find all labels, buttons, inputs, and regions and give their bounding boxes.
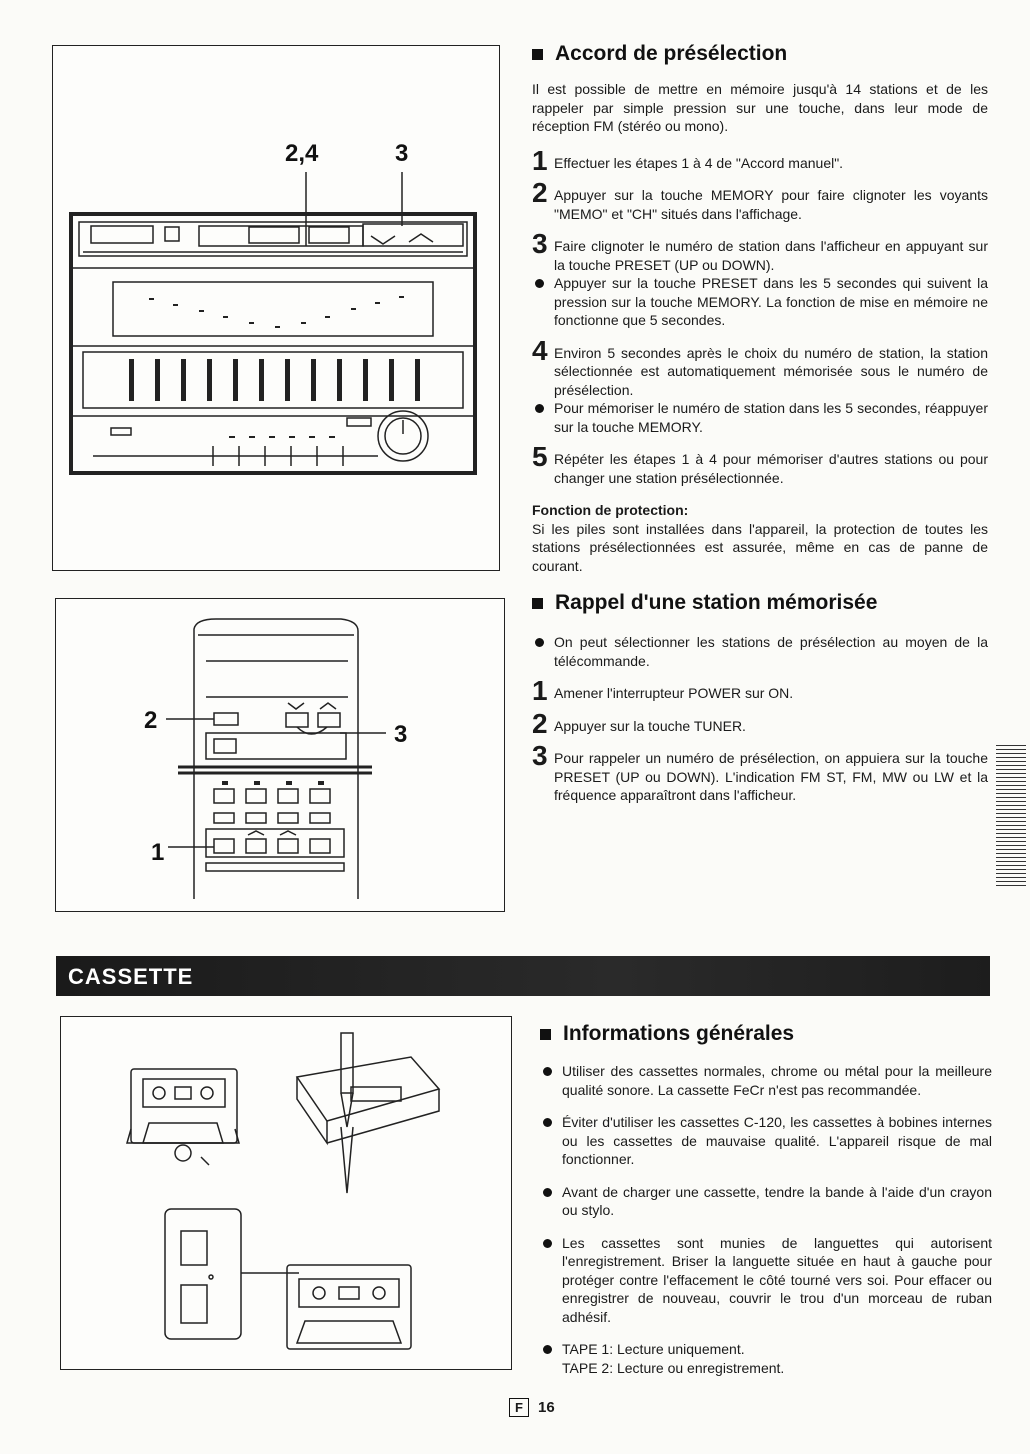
protection-text: Si les piles sont installées dans l'appareil, la protection de toutes les stations présélectionnées est assurée, même en cas de panne de courant.	[532, 520, 988, 574]
rappel-section	[532, 591, 988, 805]
figure-label-2-4: 2,4	[285, 140, 319, 167]
section-square-icon	[532, 598, 543, 609]
accord-step-2: 2 Appuyer sur la touche MEMORY pour faire clignoter les voyants "MEMO" et "CH" situés dans l'affichage.	[532, 177, 988, 222]
rappel-step-1: 1 Amener l'interrupteur POWER sur ON.	[532, 675, 794, 706]
bullet-icon	[543, 1188, 552, 1197]
accord-intro: Il est possible de mettre en mémoire jusqu'à 14 stations et de les rappeler par simple pression sur une touche, dans leur mode de réception FM (stéréo ou mono).	[532, 81, 988, 134]
rappel-note: On peut sélectionner les stations de présélection au moyen de la télécommande.	[532, 633, 988, 670]
accord-step-3: 3 Faire clignoter le numéro de station dans l'afficheur en appuyant sur la touche PRESET (UP ou DOWN).	[532, 228, 988, 273]
amplifier-drawing	[53, 46, 499, 570]
tape-2-line: TAPE 2: Lecture ou enregistrement.	[562, 1359, 785, 1376]
infos-bullet-3: Avant de charger une cassette, tendre la bande à l'aide d'un crayon ou stylo.	[540, 1183, 992, 1220]
bullet-icon	[543, 1118, 552, 1127]
figure-label-3: 3	[395, 140, 409, 167]
bullet-icon	[535, 279, 544, 288]
cassette-drawing	[61, 1017, 511, 1369]
cassette-banner	[56, 956, 990, 996]
bullet-icon	[543, 1239, 552, 1248]
remote-label-2: 2	[144, 707, 158, 734]
protection-title: Fonction de protection:	[532, 502, 689, 518]
tape-1-line: TAPE 1: Lecture uniquement.	[562, 1341, 745, 1357]
page-number-value: 16	[538, 1399, 555, 1416]
accord-title: Accord de présélection	[532, 42, 988, 66]
remote-label-1: 1	[151, 839, 165, 866]
page-number	[509, 1398, 555, 1417]
bullet-icon	[543, 1067, 552, 1076]
bullet-icon	[535, 404, 544, 413]
infos-bullet-1: Utiliser des cassettes normales, chrome ou métal pour la meilleure qualité sonore. La cassette FeCr n'est pas recommandée.	[540, 1062, 992, 1099]
accord-step-4-note: Pour mémoriser le numéro de station dans les 5 secondes, réappuyer sur la touche MEMORY.	[532, 399, 988, 436]
remote-drawing	[56, 599, 504, 911]
page-language-box: F	[509, 1398, 529, 1417]
rappel-step-2: 2 Appuyer sur la touche TUNER.	[532, 707, 746, 739]
cassette-banner-title: CASSETTE	[68, 964, 194, 989]
infos-bullet-4: Les cassettes sont munies de languettes qui autorisent l'enregistrement. Briser la languette située en haut à gauche pour protéger contre l'effacement le côté tourné vers soi. Pour effacer ou enregistrer de nouveau, couvrir le trou d'un morceau de ruban adhésif.	[540, 1234, 992, 1327]
section-square-icon	[532, 49, 543, 60]
section-square-icon	[540, 1029, 551, 1040]
section-edge-tab	[996, 745, 1026, 887]
bullet-icon	[535, 638, 544, 647]
accord-step-1: 1 Effectuer les étapes 1 à 4 de "Accord manuel".	[532, 144, 844, 176]
accord-section	[532, 42, 988, 575]
remote-figure	[55, 598, 505, 912]
infos-title: Informations générales	[540, 1022, 992, 1046]
accord-step-5: 5 Répéter les étapes 1 à 4 pour mémoriser d'autres stations ou pour changer une station présélectionnée.	[532, 441, 988, 486]
accord-step-4: 4 Environ 5 secondes après le choix du numéro de station, la station sélectionnée est automatiquement mémorisée sous le numéro de présélection.	[532, 334, 988, 398]
infos-section	[540, 1022, 992, 1377]
rappel-title: Rappel d'une station mémorisée	[532, 591, 988, 615]
rappel-step-3: 3 Pour rappeler un numéro de présélection, on appuiera sur la touche PRESET (UP ou DOWN). L'indication FM ST, FM, MW ou LW et la fréquence apparaîtront dans l'afficheur.	[532, 740, 988, 803]
infos-bullet-2: Éviter d'utiliser les cassettes C-120, les cassettes à bobines internes ou les cassettes de mauvaise qualité. L'appareil risque de mal fonctionner.	[540, 1113, 992, 1169]
remote-label-3: 3	[394, 721, 408, 748]
infos-tape-list	[540, 1340, 992, 1377]
bullet-icon	[543, 1345, 552, 1354]
amplifier-figure	[52, 45, 500, 571]
accord-step-3-note: Appuyer sur la touche PRESET dans les 5 secondes qui suivent la pression sur la touche MEMORY. La fonction de mise en mémoire ne fonctionne que 5 secondes.	[532, 274, 988, 330]
cassette-figure	[60, 1016, 512, 1370]
